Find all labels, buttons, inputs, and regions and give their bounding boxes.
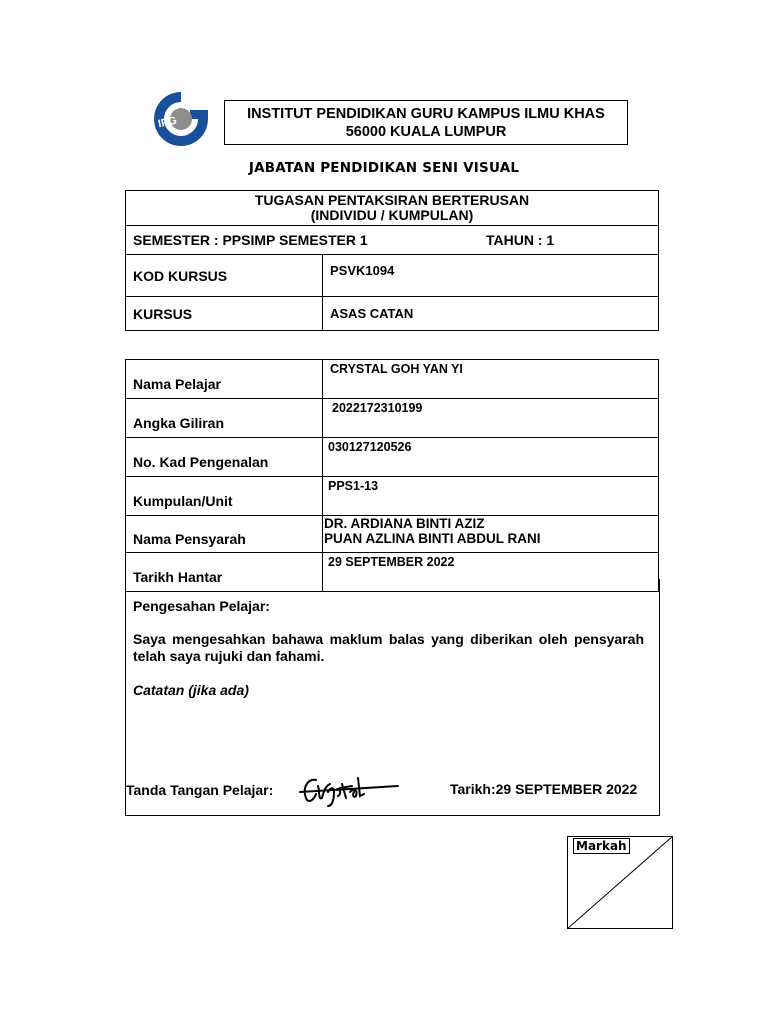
assignment-title-cell (126, 191, 659, 226)
assignment-type: (INDIVIDU / KUMPULAN) (310, 207, 474, 223)
course-code-label: KOD KURSUS (126, 255, 323, 297)
declaration-title: Pengesahan Pelajar: (133, 598, 270, 614)
marks-label: Markah (573, 838, 630, 854)
institute-address: 56000 KUALA LUMPUR (345, 124, 507, 140)
assignment-table (125, 190, 659, 331)
student-table (125, 359, 659, 592)
institute-header (224, 100, 628, 145)
index-number-label: Angka Giliran (126, 399, 323, 438)
submit-date-value: 29 SEPTEMBER 2022 (323, 553, 659, 592)
declaration-text: Saya mengesahkan bahawa maklum balas yang diberikan oleh pensyarah telah saya rujuki dan fahami. (133, 631, 644, 664)
student-name-value: CRYSTAL GOH YAN YI (323, 360, 659, 399)
course-value: ASAS CATAN (323, 297, 659, 331)
group-label: Kumpulan/Unit (126, 477, 323, 516)
semester-text: SEMESTER : PPSIMP SEMESTER 1 (133, 232, 368, 248)
student-signature (298, 770, 402, 808)
lecturer-label: Nama Pensyarah (126, 516, 323, 553)
lecturer-1: DR. ARDIANA BINTI AZIZ (324, 516, 485, 531)
institute-name: INSTITUT PENDIDIKAN GURU KAMPUS ILMU KHAS (247, 106, 605, 122)
course-label: KURSUS (126, 297, 323, 331)
declaration-date: Tarikh:29 SEPTEMBER 2022 (450, 781, 638, 797)
declaration-note: Catatan (jika ada) (133, 682, 249, 698)
semester-cell (126, 226, 659, 255)
student-name-label: Nama Pelajar (126, 360, 323, 399)
lecturer-2: PUAN AZLINA BINTI ABDUL RANI (324, 531, 541, 546)
logo-text: IPG (157, 114, 179, 131)
ic-number-label: No. Kad Pengenalan (126, 438, 323, 477)
ic-number-value: 030127120526 (323, 438, 659, 477)
department-title: JABATAN PENDIDIKAN SENI VISUAL (248, 160, 520, 176)
index-number-value: 2022172310199 (323, 399, 659, 438)
course-code-value: PSVK1094 (323, 255, 659, 297)
submit-date-label: Tarikh Hantar (126, 553, 323, 592)
group-value: PPS1-13 (323, 477, 659, 516)
assignment-title: TUGASAN PENTAKSIRAN BERTERUSAN (254, 192, 530, 208)
year-text: TAHUN : 1 (486, 232, 555, 248)
lecturer-value (323, 516, 659, 553)
signature-label: Tanda Tangan Pelajar: (126, 782, 274, 798)
ipg-logo (150, 88, 212, 150)
